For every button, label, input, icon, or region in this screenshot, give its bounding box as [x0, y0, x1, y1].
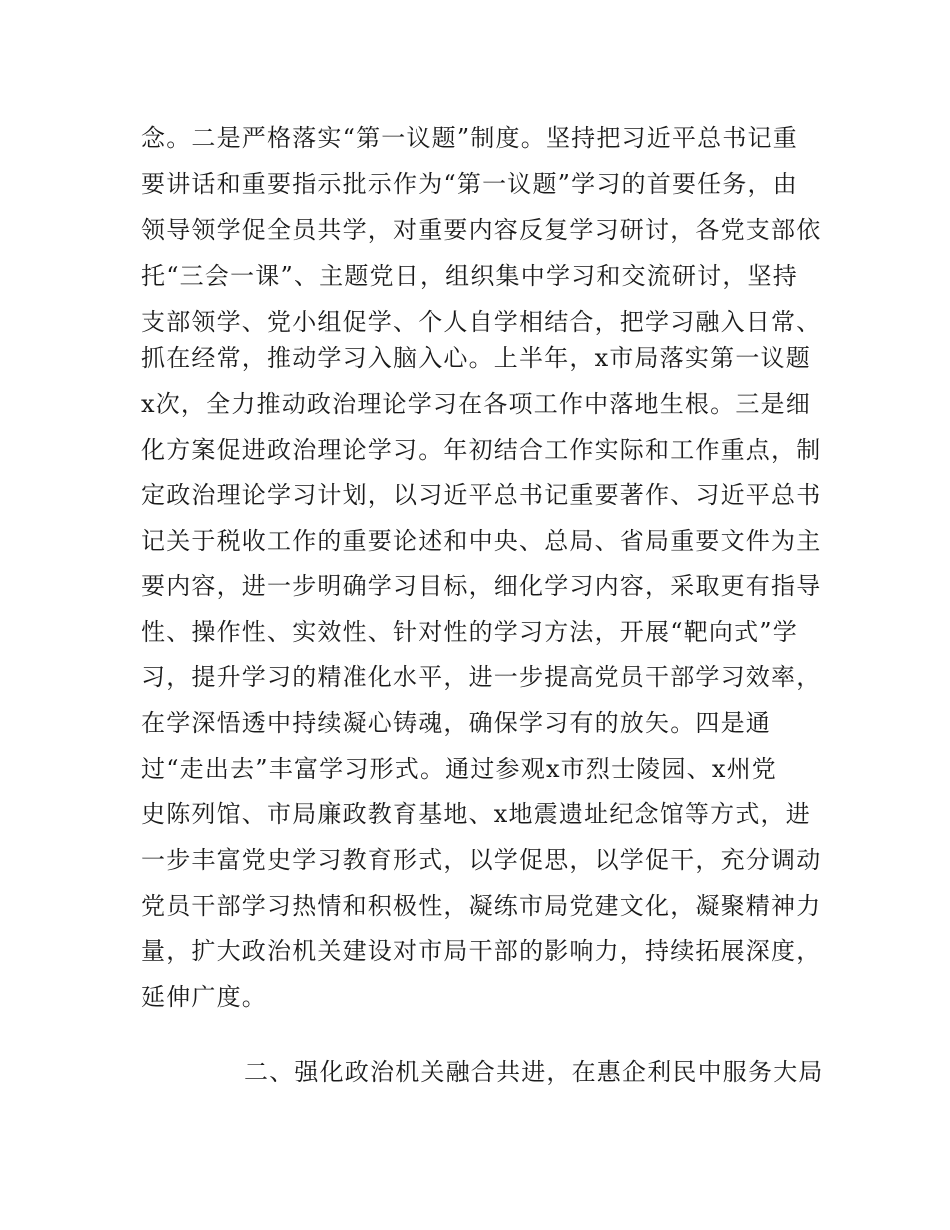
paragraph-line-18: 党员干部学习热情和积极性，凝练市局党建文化，凝聚精神力 [141, 892, 822, 920]
paragraph-line-2: 要讲话和重要指示批示作为“第一议题”学习的首要任务，由 [141, 170, 798, 198]
paragraph-line-14: 在学深悟透中持续凝心铸魂，确保学习有的放矢。四是通 [141, 709, 771, 737]
paragraph-line-3: 领导领学促全员共学，对重要内容反复学习研讨，各党支部依 [141, 216, 822, 244]
paragraph-line-13: 习，提升学习的精准化水平，进一步提高党员干部学习效率， [141, 663, 822, 691]
paragraph-line-15: 过“走出去”丰富学习形式。通过参观x市烈士陵园、x州党 [141, 755, 778, 783]
paragraph-line-5: 支部领学、党小组促学、个人自学相结合，把学习融入日常、 [141, 308, 822, 336]
paragraph-line-17: 一步丰富党史学习教育形式，以学促思，以学促干，充分调动 [141, 846, 822, 874]
section-heading: 二、强化政治机关融合共进，在惠企利民中服务大局 [244, 1058, 824, 1086]
paragraph-line-10: 记关于税收工作的重要论述和中央、总局、省局重要文件为主 [141, 527, 822, 555]
paragraph-line-9: 定政治理论学习计划，以习近平总书记重要著作、习近平总书 [141, 481, 822, 509]
paragraph-line-19: 量，扩大政治机关建设对市局干部的影响力，持续拓展深度， [141, 937, 822, 965]
paragraph-line-4: 托“三会一课”、主题党日，组织集中学习和交流研讨，坚持 [141, 262, 798, 290]
paragraph-line-6: 抓在经常，推动学习入脑入心。上半年，x市局落实第一议题 [141, 344, 811, 372]
paragraph-line-11: 要内容，进一步明确学习目标，细化学习内容，采取更有指导 [141, 572, 822, 600]
paragraph-line-1: 念。二是严格落实“第一议题”制度。坚持把习近平总书记重 [141, 124, 798, 152]
paragraph-line-8: 化方案促进政治理论学习。年初结合工作实际和工作重点，制 [141, 436, 822, 464]
paragraph-line-7: x次，全力推动政治理论学习在各项工作中落地生根。三是细 [141, 390, 811, 418]
paragraph-line-20: 延伸广度。 [141, 983, 267, 1011]
paragraph-line-16: 史陈列馆、市局廉政教育基地、x地震遗址纪念馆等方式，进 [141, 800, 811, 828]
paragraph-line-12: 性、操作性、实效性、针对性的学习方法，开展“靶向式”学 [141, 618, 798, 646]
